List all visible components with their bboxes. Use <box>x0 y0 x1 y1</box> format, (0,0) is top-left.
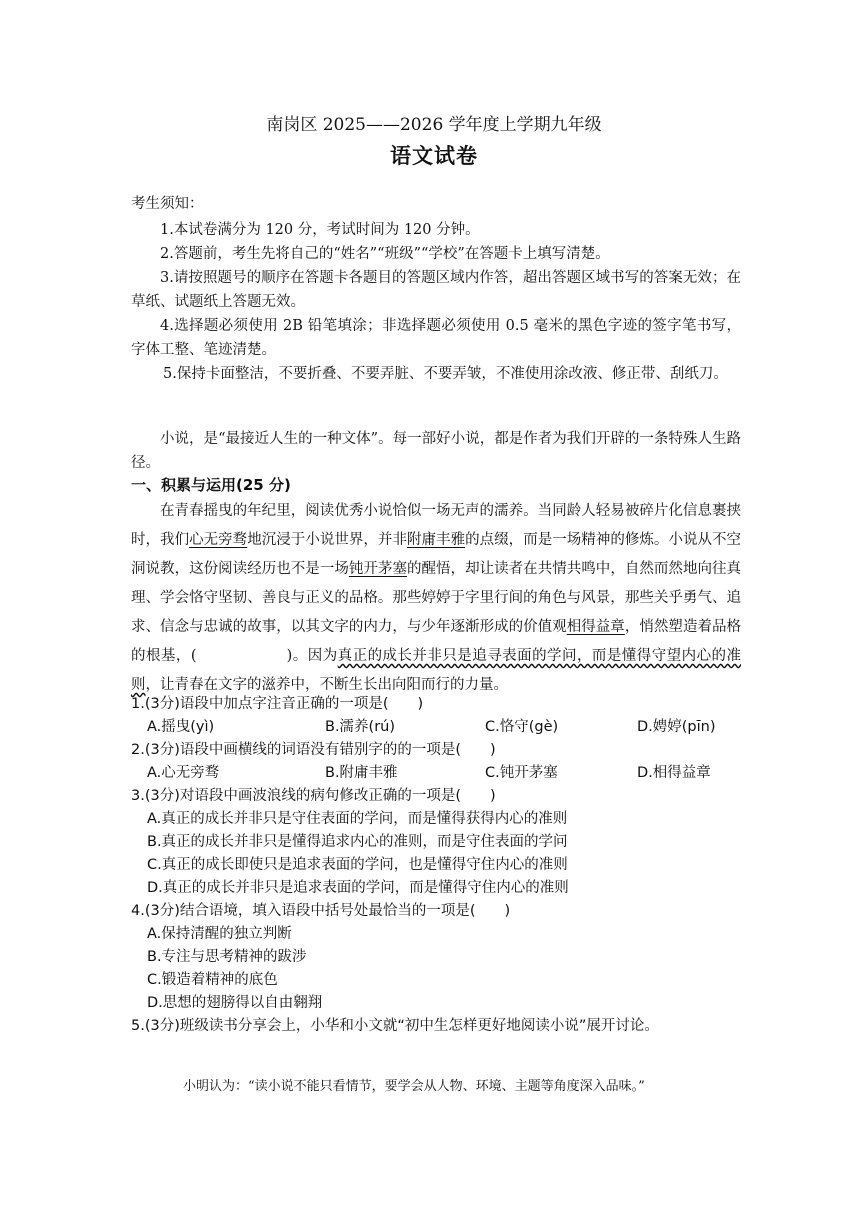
passage-text: 的醒悟，却让读者在共情共鸣中，自然而然地向往真理、学会恪守坚韧、善良与正义的品格。那些婷婷于字里行间的角色与风景，那些关乎勇气、追求、信念与忠诚的故事，以其文字的内力，与少年逐渐形成的价值观 <box>131 561 742 635</box>
notice-heading: 考生须知： <box>131 196 204 212</box>
reading-passage <box>131 497 741 700</box>
question-stem: 3.(3分)对语段中画波浪线的病句修改正确的一项是( ) <box>131 788 496 804</box>
passage-text: 地沉浸于小说世界，并非 <box>247 532 407 548</box>
option: A.摇曳(yì) <box>147 719 215 735</box>
option: B.附庸丰雅 <box>325 765 398 781</box>
option-row <box>131 716 746 739</box>
wavy-underlined-sentence: 真正的成长并非只是追寻表面的学问，而是懂得守望内心的准则 <box>131 648 741 693</box>
passage-text: ，让青春在文字的滋养中，不断生长出向阳而行的力量。 <box>145 677 508 693</box>
option: A.心无旁骛 <box>147 765 220 781</box>
option: C.钝开茅塞 <box>485 765 558 781</box>
option: D.娉婷(pīn) <box>637 719 716 735</box>
question-stem: 1.(3分)语段中加点字注音正确的一项是( ) <box>131 696 424 712</box>
exam-title-line1: 南岗区 2025——2026 学年度上学期九年级 <box>266 115 602 135</box>
notice-item: 1.本试卷满分为 120 分，考试时间为 120 分钟。 <box>160 222 480 238</box>
exam-notice <box>131 192 741 386</box>
underlined-word: 钝开茅塞 <box>348 561 407 577</box>
option: A.保持清醒的独立判断 <box>147 926 292 942</box>
passage-text: ，悄然塑造着品格的根基，( )。因为 <box>131 619 742 664</box>
notice-item: 5.保持卡面整洁，不要折叠、不要弄脏、不要弄皱，不准使用涂改液、修正带、刮纸刀。 <box>163 366 728 382</box>
option: A.真正的成长并非只是守住表面的学问，而是懂得获得内心的准则 <box>147 811 568 827</box>
option-row <box>131 762 746 785</box>
intro-paragraph: 小说，是“最接近人生的一种文体”。每一部好小说，都是作者为我们开辟的一条特殊人生路径。 <box>131 431 741 471</box>
option: B.真正的成长并非只是懂得追求内心的准则，而是守住表面的学问 <box>147 834 568 850</box>
option: C.锻造着精神的底色 <box>147 972 278 988</box>
option: C.恪守(gè) <box>485 719 559 735</box>
option: D.思想的翅膀得以自由翱翔 <box>147 995 323 1011</box>
notice-item: 2.答题前，考生先将自己的“姓名”“班级”“学校”在答题卡上填写清楚。 <box>160 246 610 262</box>
passage-text: 在青春摇曳的年纪里，阅读优秀小说恰似一场无声的濡养。当同龄人轻易被碎片化信息裹挟时，我们 <box>131 503 741 548</box>
notice-item: 3.请按照题号的顺序在答题卡各题目的答题区域内作答，超出答题区域书写的答案无效；在草纸、试题纸上答题无效。 <box>131 270 741 310</box>
option: D.相得益章 <box>637 765 711 781</box>
option: B.濡养(rú) <box>325 719 396 735</box>
question-stem: 2.(3分)语段中画横线的词语没有错别字的的一项是( ) <box>131 742 496 758</box>
option: D.真正的成长并非只是追求表面的学问，而是懂得守住内心的准则 <box>147 880 569 896</box>
passage-text: 的点缀，而是一场精神的修炼。小说从不空洞说教，这份阅读经历也不是一场 <box>131 532 742 577</box>
quoted-opinion: 小明认为：“读小说不能只看情节，要学会从人物、环境、主题等角度深入品味。” <box>183 1079 645 1094</box>
underlined-word: 相得益章 <box>566 619 625 635</box>
notice-item: 4.选择题必须使用 2B 铅笔填涂；非选择题必须使用 0.5 毫米的黑色字迹的签字笔书写，字体工整、笔迹清楚。 <box>131 318 741 358</box>
question-stem: 5.(3分)班级读书分享会上，小华和小文就“初中生怎样更好地阅读小说”展开讨论。 <box>131 1018 659 1034</box>
section-title: 一、积累与运用(25 分) <box>131 476 291 494</box>
underlined-word: 附庸丰雅 <box>407 532 466 548</box>
underlined-word: 心无旁骛 <box>189 532 248 548</box>
question-stem: 4.(3分)结合语境，填入语段中括号处最恰当的一项是( ) <box>131 903 511 919</box>
exam-title-line2: 语文试卷 <box>390 143 478 168</box>
question-list <box>131 693 746 1038</box>
option: C.真正的成长即使只是追求表面的学问，也是懂得守住内心的准则 <box>147 857 568 873</box>
option: B.专注与思考精神的跋涉 <box>147 949 307 965</box>
